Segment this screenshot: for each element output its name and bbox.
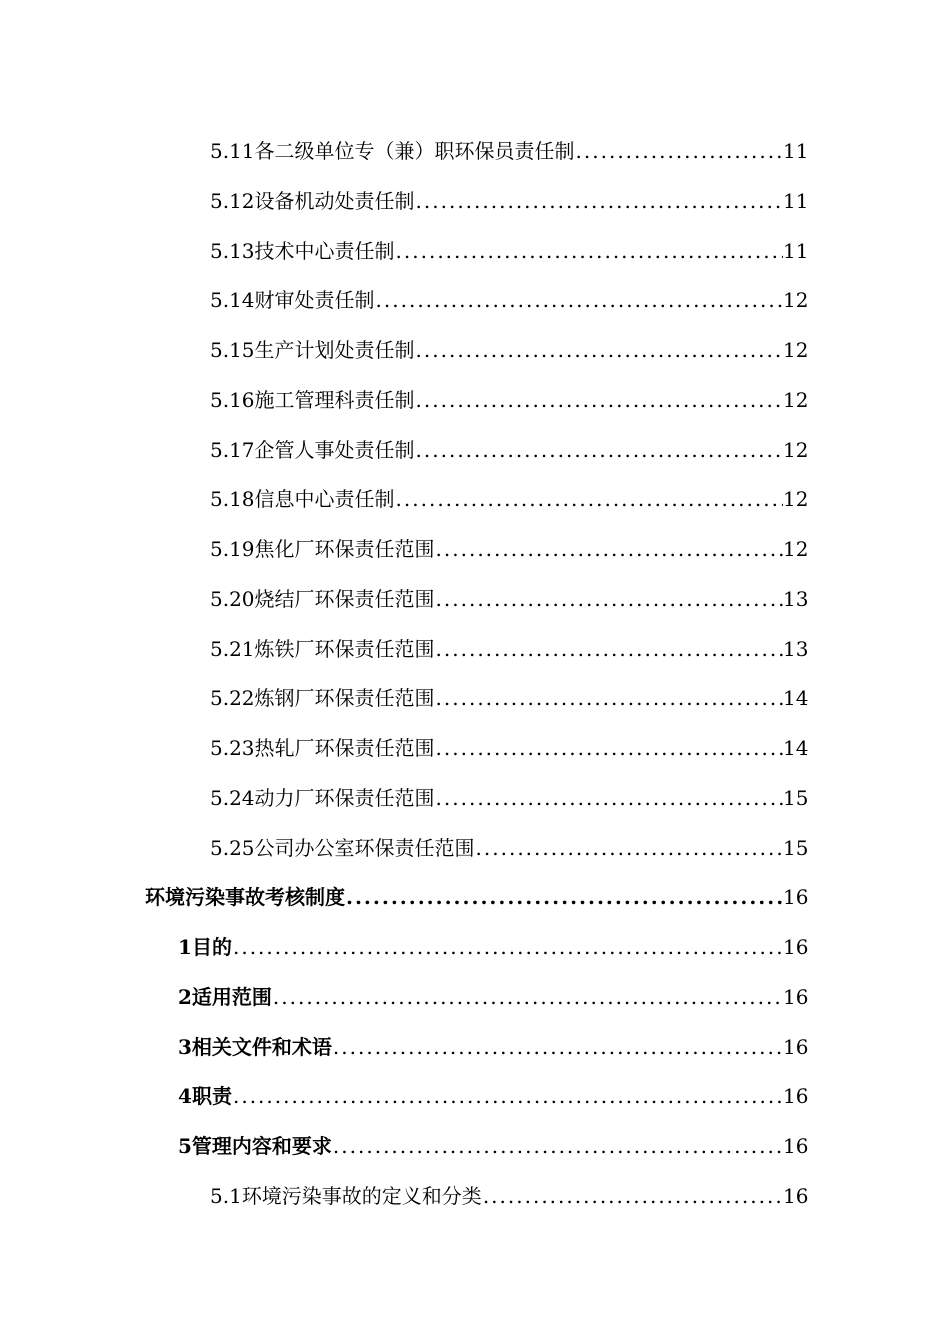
toc-entry-page: 12 <box>783 438 809 462</box>
toc-section-page: 16 <box>783 985 809 1009</box>
toc-entry[interactable] <box>210 385 809 415</box>
toc-section-title: 职责 <box>191 1084 232 1108</box>
toc-entry-title: 环境污染事故的定义和分类 <box>241 1184 482 1208</box>
toc-leader-dots <box>416 385 783 415</box>
toc-leader-dots <box>436 634 783 664</box>
toc-leader-dots <box>416 335 783 365</box>
toc-leader-dots <box>233 1081 783 1111</box>
toc-entry-number: 5.23 <box>210 736 255 760</box>
toc-leader-dots <box>476 833 783 863</box>
toc-entry-title: 生产计划处责任制 <box>254 338 415 362</box>
toc-entry[interactable] <box>210 484 809 514</box>
toc-leader-dots <box>436 733 783 763</box>
toc-section-title: 相关文件和术语 <box>191 1035 332 1059</box>
toc-entry[interactable] <box>210 733 809 763</box>
toc-entry-number: 5.13 <box>210 239 255 263</box>
toc-entry-page: 11 <box>783 139 809 163</box>
toc-leader-dots <box>436 584 783 614</box>
toc-entry-title: 财审处责任制 <box>254 288 375 312</box>
toc-entry-number: 5.1 <box>210 1184 242 1208</box>
toc-entry[interactable] <box>210 435 809 465</box>
toc-entry[interactable] <box>210 783 809 813</box>
toc-section-entry[interactable] <box>178 1032 809 1062</box>
toc-entry-title: 企管人事处责任制 <box>254 438 415 462</box>
toc-entry-title: 施工管理科责任制 <box>254 388 415 412</box>
toc-entry[interactable] <box>210 136 809 166</box>
toc-entry-page: 12 <box>783 537 809 561</box>
toc-entry-page: 15 <box>783 836 809 860</box>
toc-section-number: 1 <box>178 935 192 959</box>
toc-leader-dots <box>346 882 783 912</box>
toc-entry-page: 12 <box>783 388 809 412</box>
toc-entry-title: 烧结厂环保责任范围 <box>254 587 435 611</box>
toc-leader-dots <box>333 1131 783 1161</box>
toc-entry-number: 5.12 <box>210 189 255 213</box>
toc-leader-dots <box>436 783 783 813</box>
toc-chapter-title: 环境污染事故考核制度 <box>145 885 345 909</box>
toc-leader-dots <box>333 1032 783 1062</box>
toc-entry-title: 技术中心责任制 <box>254 239 395 263</box>
toc-section-number: 2 <box>178 985 192 1009</box>
toc-entry[interactable] <box>210 285 809 315</box>
toc-section-page: 16 <box>783 1084 809 1108</box>
toc-leader-dots <box>396 484 783 514</box>
toc-leader-dots <box>436 683 783 713</box>
toc-section-page: 16 <box>783 1035 809 1059</box>
toc-entry-number: 5.24 <box>210 786 255 810</box>
toc-leader-dots <box>436 534 783 564</box>
toc-entry-page: 12 <box>783 487 809 511</box>
toc-chapter-page: 16 <box>783 885 809 909</box>
toc-section-entry[interactable] <box>178 932 809 962</box>
toc-entry-page: 14 <box>783 736 809 760</box>
toc-entry-number: 5.15 <box>210 338 255 362</box>
toc-entry[interactable] <box>210 335 809 365</box>
toc-leader-dots <box>576 136 783 166</box>
toc-entry-page: 15 <box>783 786 809 810</box>
toc-entry[interactable] <box>210 534 809 564</box>
toc-entry-number: 5.22 <box>210 686 255 710</box>
toc-entry-number: 5.16 <box>210 388 255 412</box>
toc-leader-dots <box>396 236 783 266</box>
toc-entry-title: 热轧厂环保责任范围 <box>254 736 435 760</box>
toc-section-entry[interactable] <box>178 1081 809 1111</box>
toc-entry-page: 13 <box>783 637 809 661</box>
toc-entry-title: 各二级单位专（兼）职环保员责任制 <box>254 139 575 163</box>
toc-entry-number: 5.21 <box>210 637 255 661</box>
toc-entry-page: 11 <box>783 239 809 263</box>
toc-entry-page: 14 <box>783 686 809 710</box>
toc-entry-title: 动力厂环保责任范围 <box>254 786 435 810</box>
toc-entry[interactable] <box>210 833 809 863</box>
toc-entry-number: 5.14 <box>210 288 255 312</box>
toc-entry-page: 11 <box>783 189 809 213</box>
toc-entry-title: 焦化厂环保责任范围 <box>254 537 435 561</box>
toc-entry-number: 5.17 <box>210 438 255 462</box>
toc-entry[interactable] <box>210 236 809 266</box>
toc-section-page: 16 <box>783 935 809 959</box>
toc-entry[interactable] <box>210 634 809 664</box>
toc-entry-number: 5.19 <box>210 537 255 561</box>
toc-entry[interactable] <box>210 186 809 216</box>
toc-section-number: 4 <box>178 1084 192 1108</box>
toc-leader-dots <box>483 1181 783 1211</box>
toc-leader-dots <box>416 435 783 465</box>
toc-section-number: 5 <box>178 1134 192 1158</box>
toc-section-entry[interactable] <box>178 1131 809 1161</box>
toc-entry-page: 16 <box>783 1184 809 1208</box>
toc-entry-title: 公司办公室环保责任范围 <box>254 836 475 860</box>
toc-entry[interactable] <box>210 683 809 713</box>
toc-leader-dots <box>273 982 783 1012</box>
toc-section-number: 3 <box>178 1035 192 1059</box>
toc-entry-title: 炼钢厂环保责任范围 <box>254 686 435 710</box>
toc-leader-dots <box>376 285 783 315</box>
toc-entry-number: 5.18 <box>210 487 255 511</box>
toc-entry[interactable] <box>210 1181 809 1211</box>
toc-section-page: 16 <box>783 1134 809 1158</box>
toc-entry-number: 5.11 <box>210 139 255 163</box>
toc-entry-title: 炼铁厂环保责任范围 <box>254 637 435 661</box>
toc-entry-page: 13 <box>783 587 809 611</box>
toc-entry-page: 12 <box>783 338 809 362</box>
toc-section-title: 适用范围 <box>191 985 272 1009</box>
toc-section-title: 目的 <box>191 935 232 959</box>
toc-entry-number: 5.20 <box>210 587 255 611</box>
toc-entry[interactable] <box>210 584 809 614</box>
toc-section-title: 管理内容和要求 <box>191 1134 332 1158</box>
toc-section-entry[interactable] <box>178 982 809 1012</box>
toc-leader-dots <box>233 932 783 962</box>
toc-entry-page: 12 <box>783 288 809 312</box>
toc-chapter-entry[interactable] <box>145 882 809 912</box>
toc-entry-title: 设备机动处责任制 <box>254 189 415 213</box>
toc-entry-number: 5.25 <box>210 836 255 860</box>
toc-leader-dots <box>416 186 783 216</box>
toc-entry-title: 信息中心责任制 <box>254 487 395 511</box>
